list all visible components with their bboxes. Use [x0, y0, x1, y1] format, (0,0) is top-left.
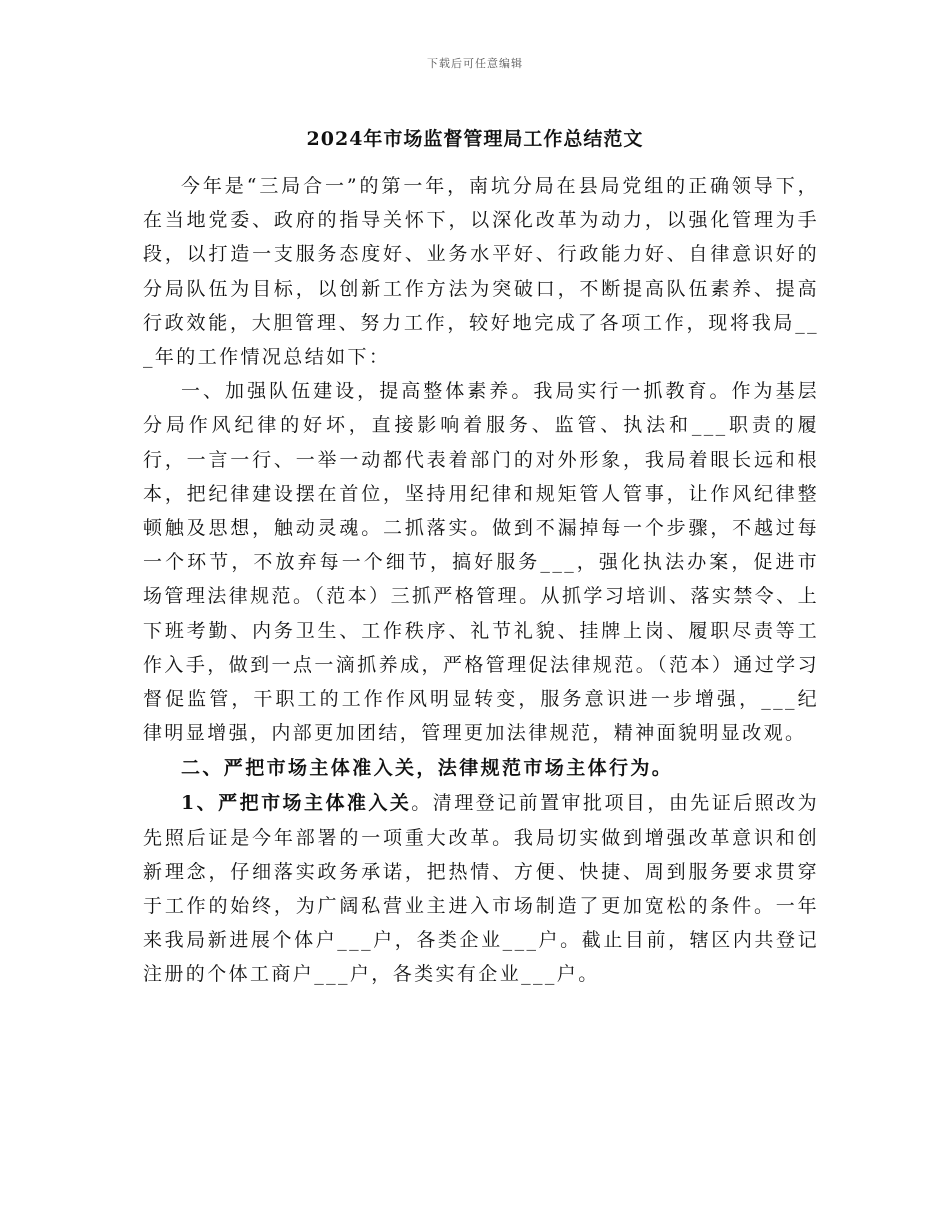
section-1-paragraph: 一、加强队伍建设，提高整体素养。我局实行一抓教育。作为基层分局作风纪律的好坏，直接影响着服务、监管、执法和___职责的履行，一言一行、一举一动都代表着部门的对外形象，我局着眼长远和根本，把纪律建设摆在首位，坚持用纪律和规矩管人管事，让作风纪律整顿触及思想，触动灵魂。二抓落实。做到不漏掉每一个步骤，不越过每一个环节，不放弃每一个细节，搞好服务___，强化执法办案，促进市场管理法律规范。（范本）三抓严格管理。从抓学习培训、落实禁令、上下班考勤、内务卫生、工作秩序、礼节礼貌、挂牌上岗、履职尽责等工作入手，做到一点一滴抓养成，严格管理促法律规范。（范本）通过学习督促监管，干职工的工作作风明显转变，服务意识进一步增强，___纪律明显增强，内部更加团结，管理更加法律规范，精神面貌明显改观。: [143, 380, 819, 745]
section-2-heading: 二、严把市场主体准入关，法律规范市场主体行为。: [181, 757, 674, 780]
section-2-1-body: 。清理登记前置审批项目，由先证后照改为先照后证是今年部署的一项重大改革。我局切实做到增强改革意识和创新理念，仔细落实政务承诺，把热情、方便、快捷、周到服务要求贯穿于工作的始终，为广阔私营业主进入市场制造了更加宽松的条件。一年来我局新进展个体户___户，各类企业___户。截止目前，辖区内共登记注册的个体工商户___户，各类实有企业___户。: [143, 792, 819, 986]
header-note: 下载后可任意编辑: [427, 57, 523, 70]
section-2-1-lead: 1、严把市场主体准入关: [181, 792, 412, 815]
document-body: [143, 169, 819, 992]
intro-paragraph: 今年是“三局合一”的第一年，南坑分局在县局党组的正确领导下，在当地党委、政府的指导关怀下，以深化改革为动力，以强化管理为手段，以打造一支服务态度好、业务水平好、行政能力好、自律意识好的分局队伍为目标，以创新工作方法为突破口，不断提高队伍素养、提高行政效能，大胆管理、努力工作，较好地完成了各项工作，现将我局___年的工作情况总结如下：: [143, 175, 819, 369]
document-title: 2024年市场监督管理局工作总结范文: [306, 128, 644, 150]
section-2-1-paragraph: [143, 786, 819, 991]
